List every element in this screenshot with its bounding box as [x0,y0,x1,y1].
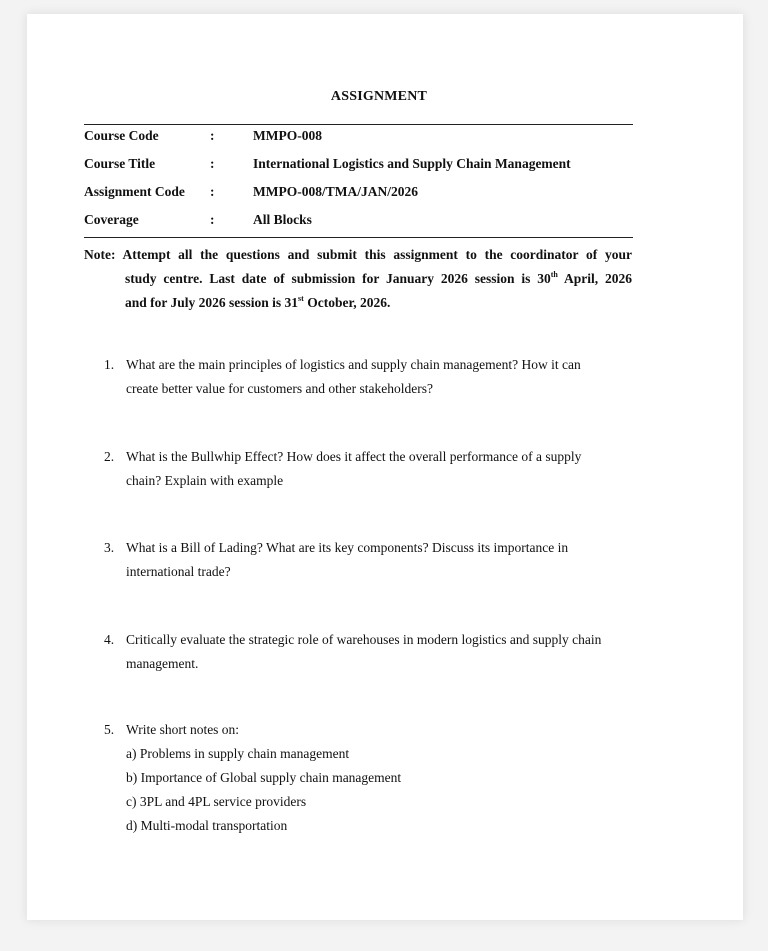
course-code-value: MMPO-008 [253,128,322,143]
note-line-3-ordinal: st [298,294,304,303]
coverage-label: Coverage [84,212,139,227]
course-code-row [84,125,633,153]
assignment-code-value: MMPO-008/TMA/JAN/2026 [253,184,418,199]
note-line-3-date: October, 2026. [303,295,391,310]
short-note-item: a) Problems in supply chain management [126,746,350,761]
submission-note [84,243,632,315]
assignment-code-label: Assignment Code [84,184,185,199]
question-2 [104,445,644,493]
course-code-label: Course Code [84,128,159,143]
note-line-1: Note: Attempt all the questions and submit this assignment to the coordinator of your [84,247,632,262]
note-line-3-text: and for July 2026 session is 31 [125,295,299,310]
question-4 [104,628,644,676]
assignment-code-row [84,181,633,209]
note-line-2 [84,267,632,291]
course-title-value: International Logistics and Supply Chain Management [253,156,571,171]
note-line-2-date: April, 2026 [557,271,632,286]
question-1 [104,353,644,401]
question-line: international trade? [126,564,231,579]
question-number: 1. [104,357,115,372]
course-code-colon: : [210,128,215,143]
assignment-code-colon: : [210,184,215,199]
question-line: What is the Bullwhip Effect? How does it affect the overall performance of a supply [126,449,582,464]
question-5 [104,718,644,838]
coverage-colon: : [210,212,215,227]
note-line-2-text: study centre. Last date of submission for January 2026 session is 30 [125,271,551,286]
document-title: ASSIGNMENT [330,89,428,104]
course-title-colon: : [210,156,215,171]
course-title-label: Course Title [84,156,156,171]
note-line-2-ordinal: th [550,270,558,279]
question-number: 5. [104,722,115,737]
question-line: Write short notes on: [126,722,240,737]
question-line: create better value for customers and other stakeholders? [126,381,433,396]
course-details-table [84,124,633,238]
question-line: Critically evaluate the strategic role of warehouses in modern logistics and supply chain [126,632,602,647]
short-note-item: d) Multi-modal transportation [126,818,288,833]
short-note-item: b) Importance of Global supply chain management [126,770,402,785]
note-line-3 [84,291,632,315]
course-title-row [84,153,633,181]
question-line: management. [126,656,199,671]
question-number: 2. [104,449,115,464]
question-line: What is a Bill of Lading? What are its key components? Discuss its importance in [126,540,569,555]
coverage-row [84,209,633,237]
short-note-item: c) 3PL and 4PL service providers [126,794,307,809]
question-3 [104,536,644,584]
question-number: 3. [104,540,115,555]
question-line: What are the main principles of logistics and supply chain management? How it can [126,357,581,372]
question-line: chain? Explain with example [126,473,284,488]
coverage-value: All Blocks [253,212,312,227]
question-number: 4. [104,632,115,647]
